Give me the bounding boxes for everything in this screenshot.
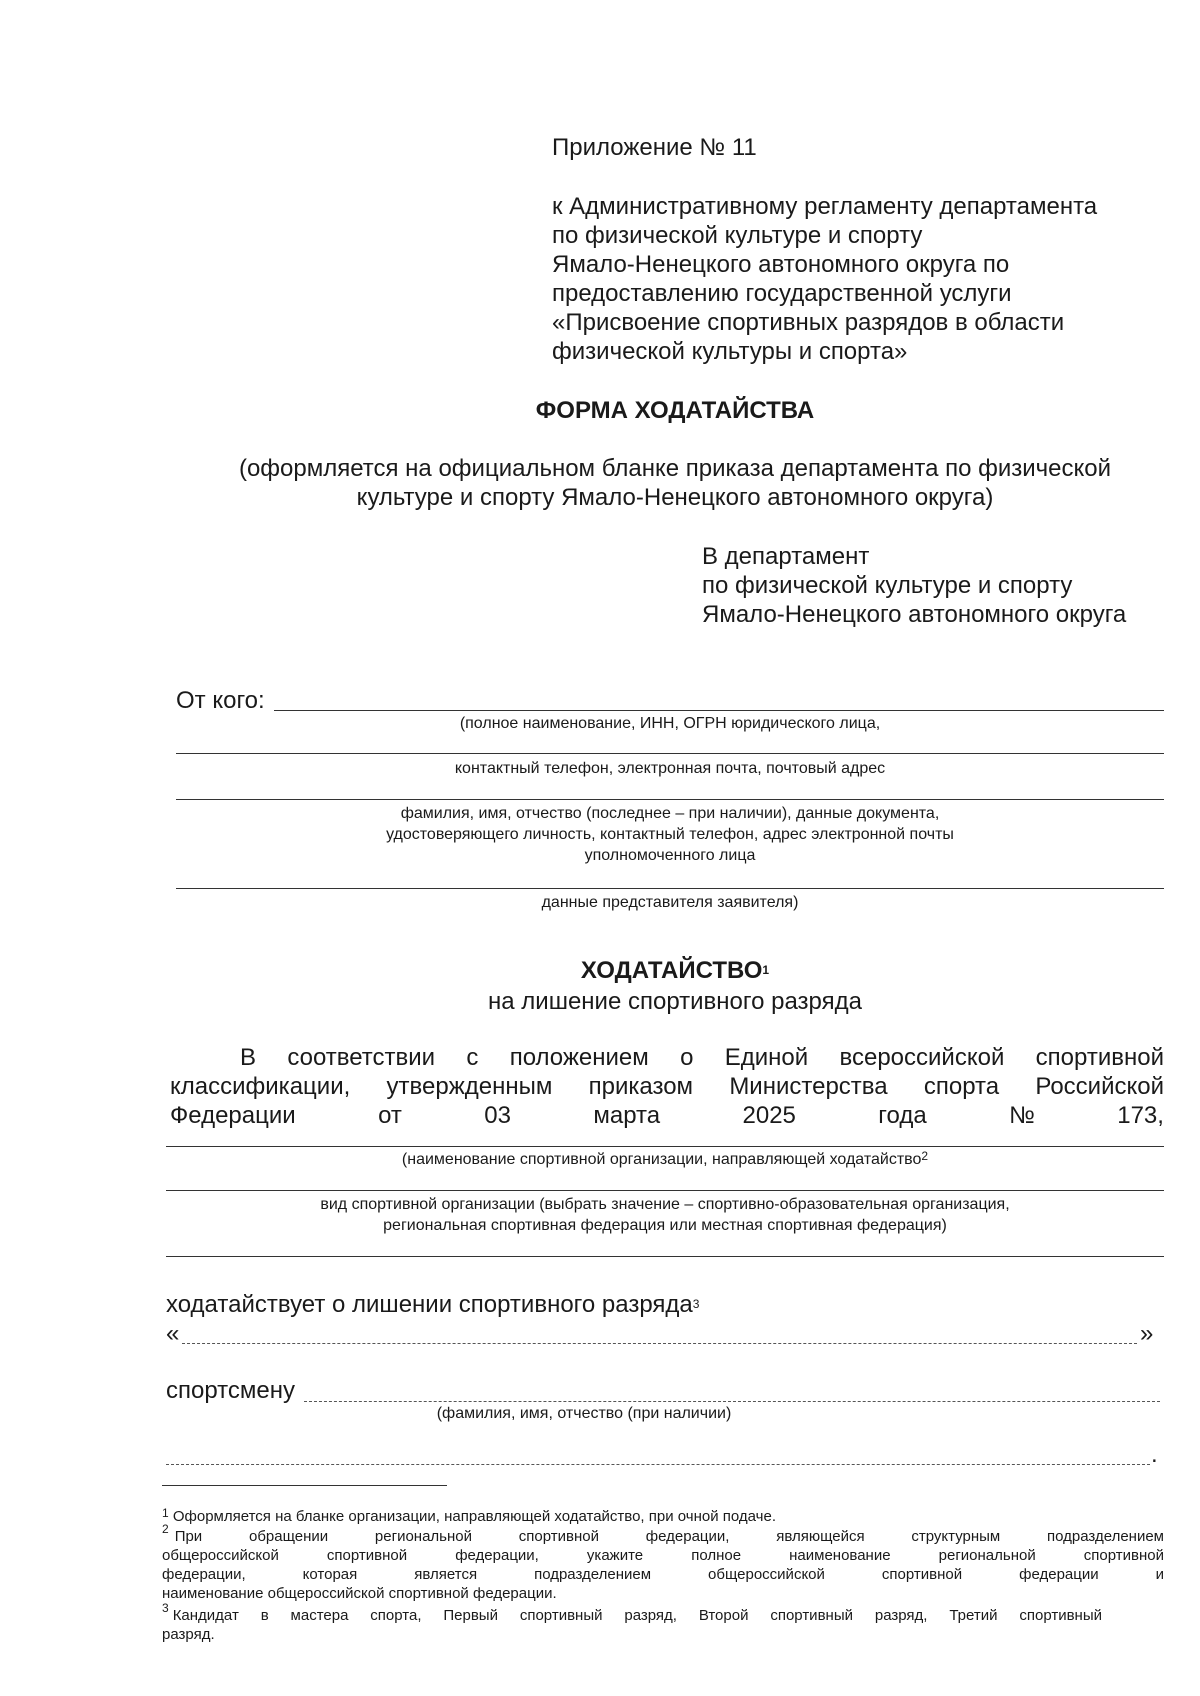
para-word: 2025 xyxy=(742,1102,796,1129)
athlete-field-line[interactable] xyxy=(304,1401,1160,1402)
footnote-2 xyxy=(162,1522,1164,1603)
para-word: от xyxy=(378,1102,402,1129)
from-hint: фамилия, имя, отчество (последнее – при наличии), данные документа, xyxy=(400,805,940,822)
para-line1: В соответствии с положением о Единой всероссийской спортивной xyxy=(240,1044,1164,1071)
footnote-ref: 1 xyxy=(762,963,770,977)
organization-type-hint: вид спортивной организации (выбрать значение – спортивно-образовательная организация, xyxy=(320,1196,1010,1213)
para-word: Федерации xyxy=(170,1102,296,1129)
petition-paragraph-line xyxy=(240,1043,1164,1072)
quote-close: » xyxy=(1140,1320,1154,1347)
petitions-text-body: ходатайствует о лишении спортивного разряда xyxy=(166,1291,693,1318)
from-label: От кого: xyxy=(176,687,265,714)
para-word: 03 xyxy=(484,1102,511,1129)
footnote-text: наименование общероссийской спортивной федерации. xyxy=(162,1585,557,1602)
appendix-line: Ямало-Ненецкого автономного округа по xyxy=(552,251,1010,278)
organization-hint-text: (наименование спортивной организации, направляющей ходатайство xyxy=(401,1151,922,1168)
addressee-line: по физической культуре и спорту xyxy=(702,572,1073,599)
petitions-text xyxy=(166,1290,699,1319)
athlete-hint: (фамилия, имя, отчество (при наличии) xyxy=(436,1405,732,1422)
from-field-line[interactable] xyxy=(176,888,1164,889)
footnote-mark: 3 xyxy=(162,1601,169,1615)
footnote-ref: 2 xyxy=(921,1149,929,1163)
petition-subtitle: на лишение спортивного разряда xyxy=(488,988,862,1015)
organization-hint xyxy=(166,1150,1164,1170)
form-title: ФОРМА ХОДАТАЙСТВА xyxy=(535,397,815,424)
appendix-line: предоставлению государственной услуги xyxy=(552,280,1012,307)
petition-title xyxy=(0,956,1200,985)
from-hint: уполномоченного лица xyxy=(584,847,756,864)
organization-type-field-line[interactable] xyxy=(166,1190,1164,1191)
from-field-line[interactable] xyxy=(176,753,1164,754)
from-field-line[interactable] xyxy=(274,710,1164,711)
from-hint: контактный телефон, электронная почта, почтовый адрес xyxy=(454,760,886,777)
footnote-mark: 2 xyxy=(162,1522,169,1536)
addressee-line: В департамент xyxy=(702,543,870,570)
quote-open: « xyxy=(166,1320,180,1347)
footnote-3 xyxy=(162,1601,1102,1644)
footnote-text: Оформляется на бланке организации, направляющей ходатайство, при очной подаче. xyxy=(172,1508,777,1525)
appendix-line: к Административному регламенту департамента xyxy=(552,193,1098,220)
footnote-text: При обращении региональной спортивной федерации, являющейся структурным подразделением xyxy=(174,1528,1164,1545)
para-word: года xyxy=(878,1102,927,1129)
form-note-line: культуре и спорту Ямало-Ненецкого автономного округа) xyxy=(356,484,994,511)
organization-extra-field-line[interactable] xyxy=(166,1256,1164,1257)
footnote-text: разряд. xyxy=(162,1626,215,1643)
petition-title-text: ХОДАТАЙСТВО xyxy=(580,957,763,984)
athlete-label: спортсмену xyxy=(166,1377,295,1404)
from-hint: данные представителя заявителя) xyxy=(541,894,799,911)
rank-field-line[interactable] xyxy=(182,1343,1137,1344)
footnote-1 xyxy=(162,1507,776,1526)
end-dot: . xyxy=(1151,1441,1158,1468)
appendix-number: Приложение № 11 xyxy=(552,134,757,161)
petition-paragraph-line xyxy=(170,1101,1164,1130)
form-note-line: (оформляется на официальном бланке приказа департамента по физической xyxy=(238,455,1112,482)
from-hint: удостоверяющего личность, контактный телефон, адрес электронной почты xyxy=(386,826,954,843)
from-field-line[interactable] xyxy=(176,799,1164,800)
footnote-ref: 3 xyxy=(692,1297,700,1311)
appendix-line: по физической культуре и спорту xyxy=(552,222,923,249)
para-word: 173, xyxy=(1117,1102,1164,1129)
footnote-text: федерации, которая является подразделением общероссийской спортивной федерации и xyxy=(162,1566,1164,1583)
from-hint: (полное наименование, ИНН, ОГРН юридического лица, xyxy=(459,715,881,732)
organization-field-line[interactable] xyxy=(166,1146,1164,1147)
footnote-text: Кандидат в мастера спорта, Первый спортивный разряд, Второй спортивный разряд, Третий спортивный xyxy=(172,1607,1102,1624)
footnote-mark: 1 xyxy=(162,1506,169,1520)
petition-paragraph-line xyxy=(170,1072,1164,1101)
organization-type-hint: региональная спортивная федерация или местная спортивная федерация) xyxy=(383,1217,947,1234)
footnote-separator xyxy=(162,1485,447,1486)
footnote-text: общероссийской спортивной федерации, укажите полное наименование региональной спортивной xyxy=(162,1547,1164,1564)
para-word: № xyxy=(1009,1102,1035,1129)
appendix-line: физической культуры и спорта» xyxy=(552,338,908,365)
para-line2: классификации, утвержденным приказом Министерства спорта Российской xyxy=(170,1073,1164,1100)
appendix-line: «Присвоение спортивных разрядов в области xyxy=(552,309,1065,336)
addressee-line: Ямало-Ненецкого автономного округа xyxy=(702,601,1127,628)
para-word: марта xyxy=(593,1102,661,1129)
athlete-extra-field-line[interactable] xyxy=(166,1464,1150,1465)
